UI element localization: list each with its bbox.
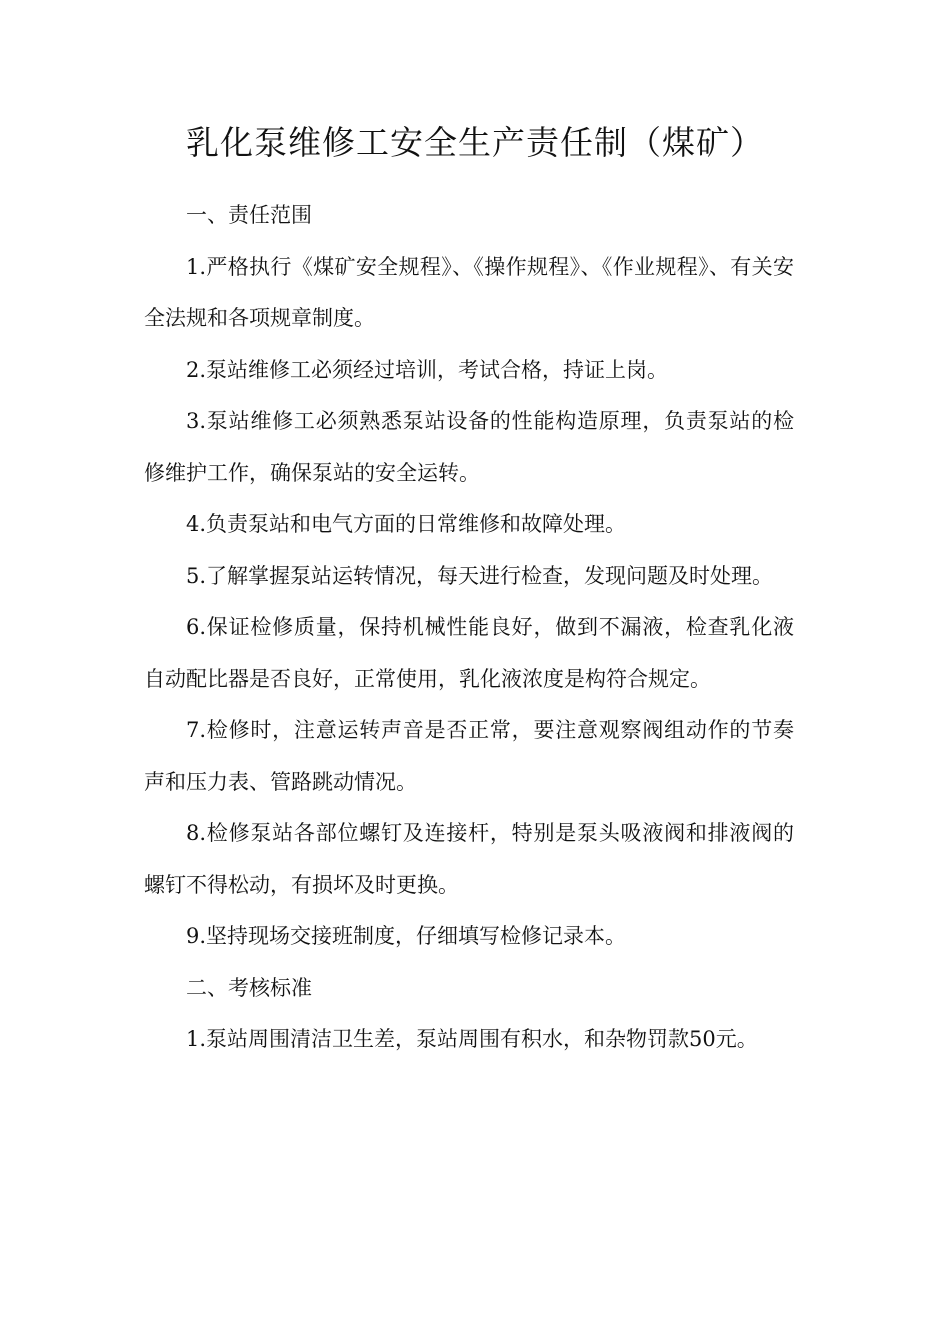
paragraph-item-5: 5.了解掌握泵站运转情况，每天进行检查，发现问题及时处理。	[186, 563, 774, 588]
paragraph-item-8: 8.检修泵站各部位螺钉及连接杆，特别是泵头吸液阀和排液阀的螺钉不得松动，有损坏及时更换。	[144, 821, 794, 897]
section-heading-responsibility-scope: 一、责任范围	[186, 203, 312, 227]
document-title: 乳化泵维修工安全生产责任制（煤矿）	[186, 123, 764, 162]
paragraph-item-6: 6.保证检修质量，保持机械性能良好，做到不漏液，检查乳化液自动配比器是否良好，正常使用，乳化液浓度是构符合规定。	[144, 615, 794, 691]
paragraph-item-7: 7.检修时，注意运转声音是否正常，要注意观察阀组动作的节奏声和压力表、管路跳动情况。	[144, 718, 794, 794]
paragraph-item-4: 4.负责泵站和电气方面的日常维修和故障处理。	[186, 512, 627, 536]
paragraph-standard-1: 1.泵站周围清洁卫生差，泵站周围有积水，和杂物罚款50元。	[186, 1027, 758, 1051]
section-heading-assessment-standard: 二、考核标准	[186, 975, 312, 1000]
paragraph-item-3: 3.泵站维修工必须熟悉泵站设备的性能构造原理，负责泵站的检修维护工作，确保泵站的安全运转。	[144, 409, 794, 485]
paragraph-item-1: 1.严格执行《煤矿安全规程》、《操作规程》、《作业规程》、有关安全法规和各项规章制度。	[144, 254, 794, 330]
paragraph-item-2: 2.泵站维修工必须经过培训，考试合格，持证上岗。	[186, 357, 669, 382]
paragraph-item-9: 9.坚持现场交接班制度，仔细填写检修记录本。	[186, 924, 627, 948]
document-body	[144, 190, 794, 1066]
